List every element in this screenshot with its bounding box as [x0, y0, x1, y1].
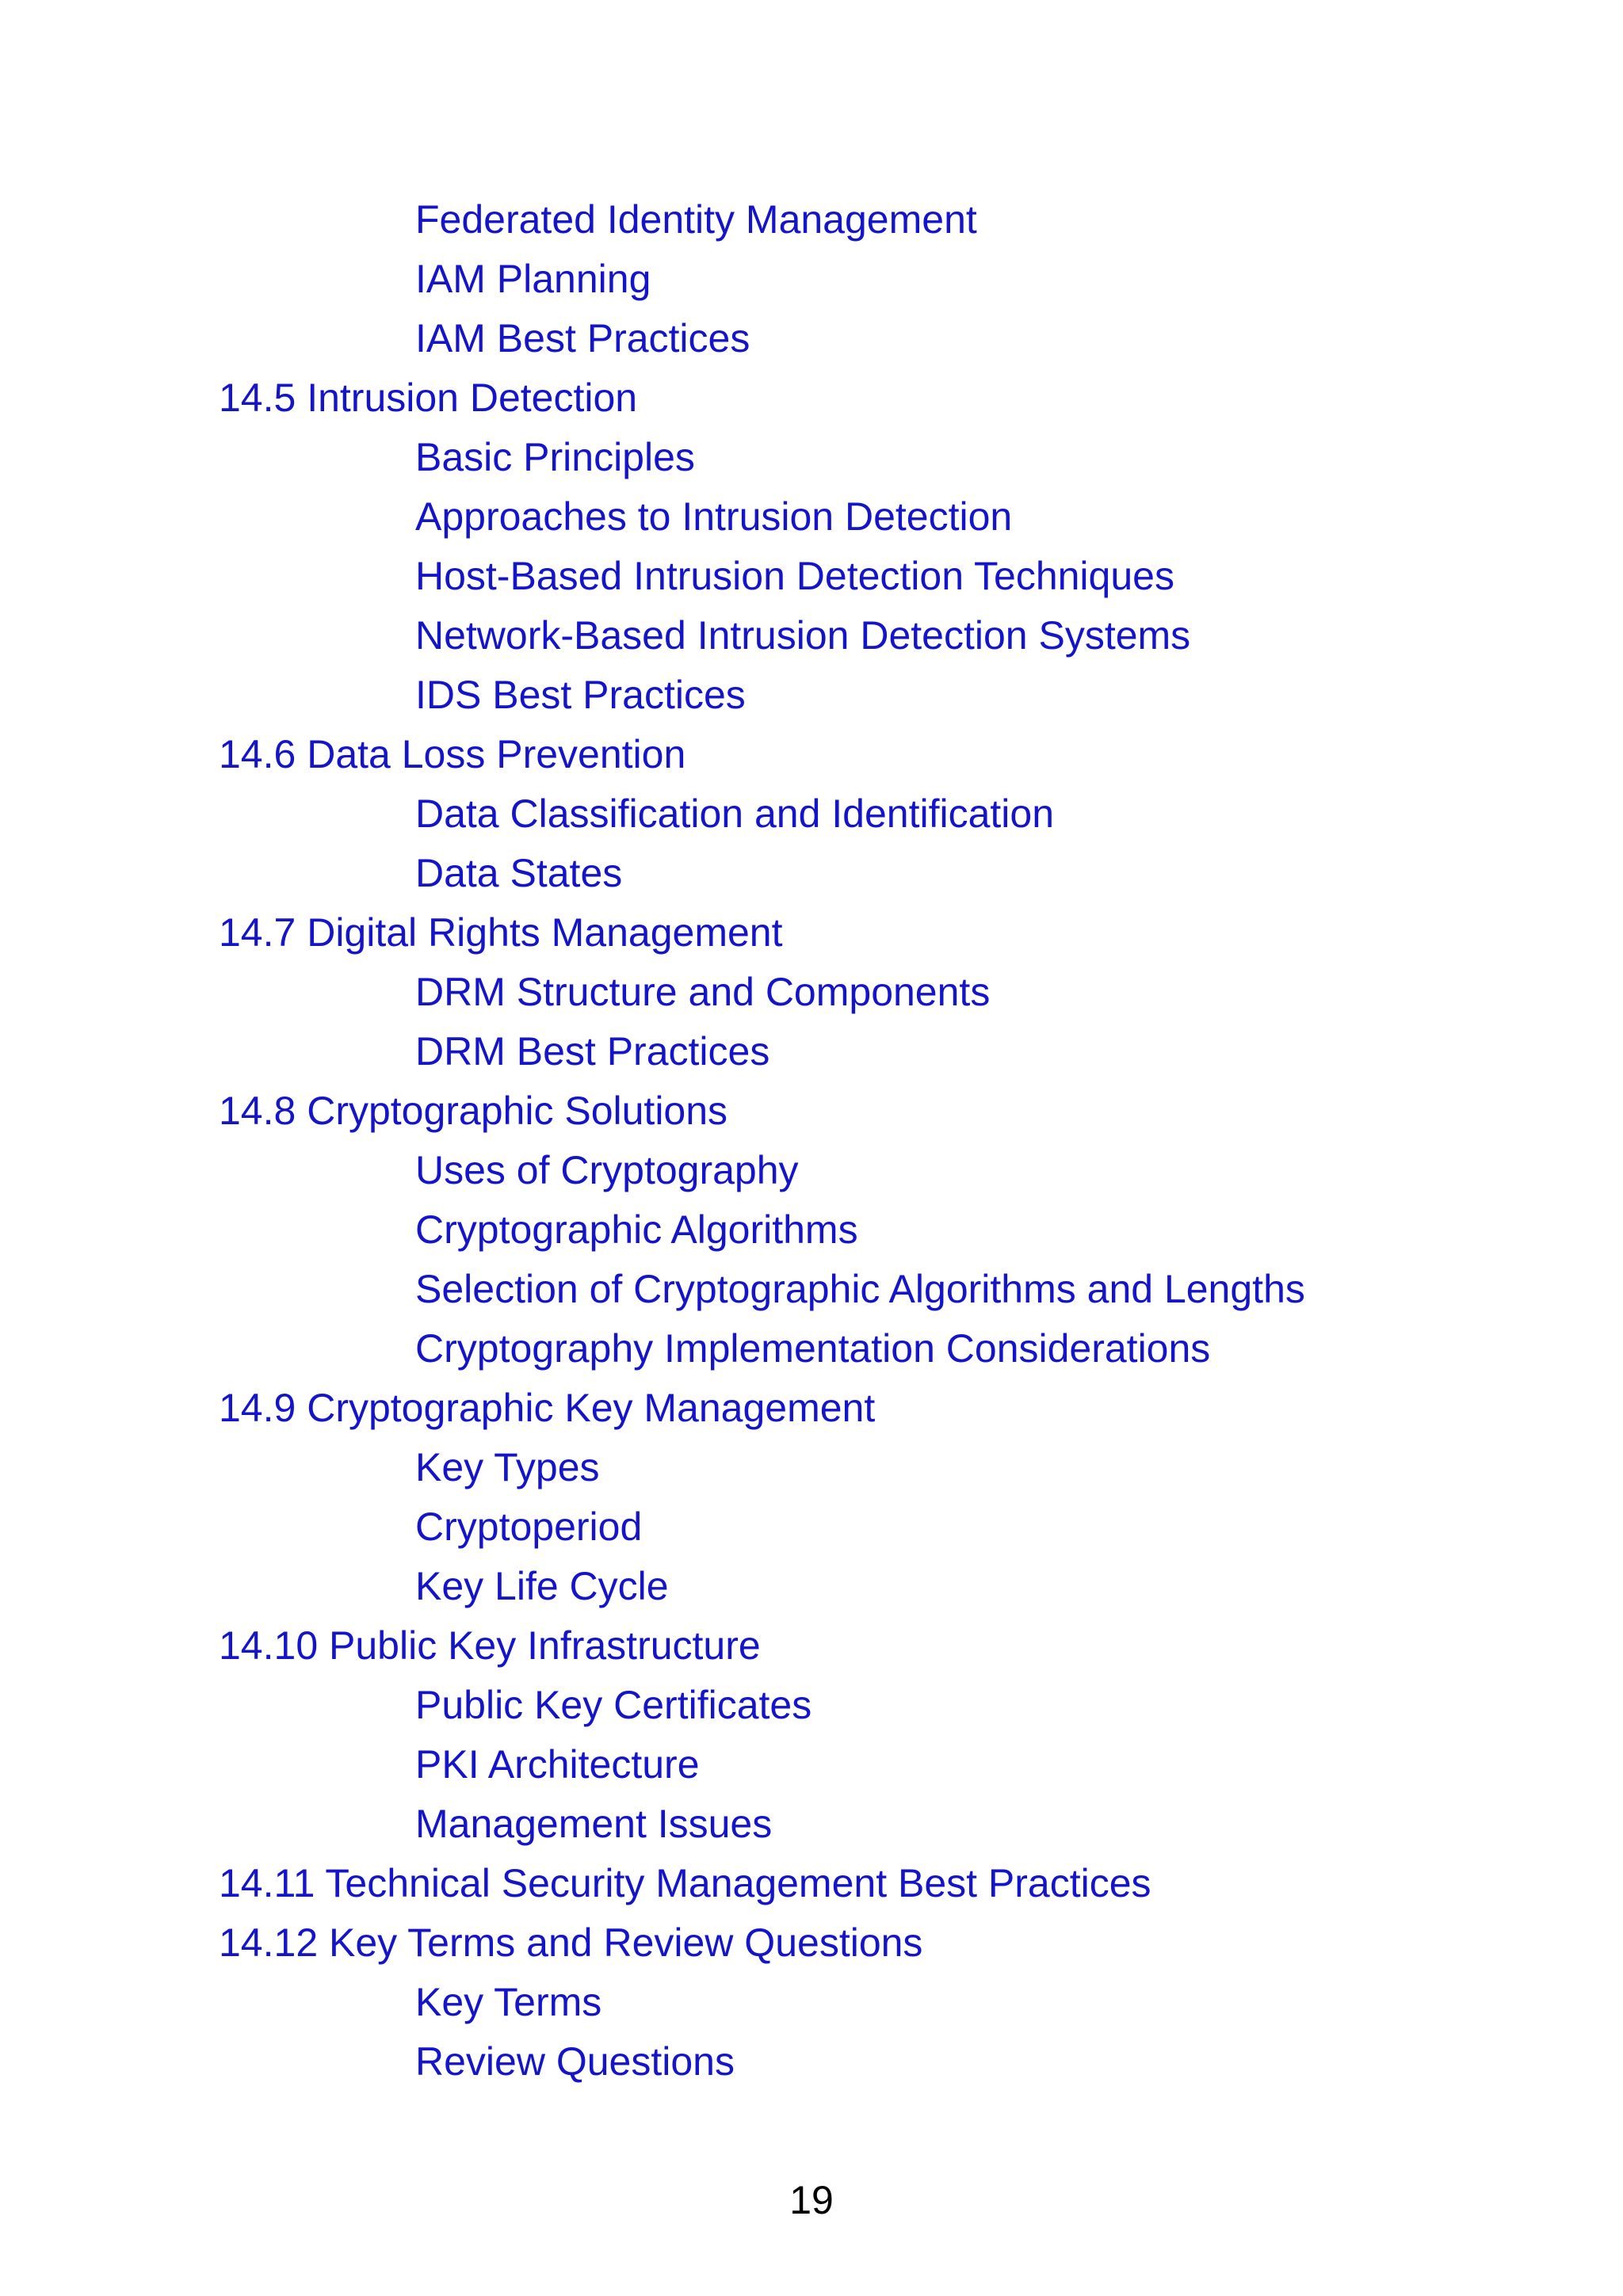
toc-section-link[interactable]: 14.8 Cryptographic Solutions	[219, 1089, 728, 1133]
toc-item	[0, 309, 1623, 368]
toc-item	[0, 250, 1623, 309]
toc-section-link[interactable]: 14.9 Cryptographic Key Management	[219, 1386, 876, 1430]
toc-item	[0, 1913, 1623, 1973]
toc-item	[0, 1497, 1623, 1557]
toc-item	[0, 844, 1623, 903]
toc-subsection-link[interactable]: Data Classification and Identification	[415, 791, 1055, 836]
toc-item	[0, 547, 1623, 606]
toc-subsection-link[interactable]: Cryptoperiod	[415, 1505, 643, 1549]
toc-item	[0, 1557, 1623, 1616]
toc-section-link[interactable]: 14.10 Public Key Infrastructure	[219, 1623, 761, 1668]
toc-subsection-link[interactable]: Host-Based Intrusion Detection Techniques	[415, 554, 1174, 598]
toc-item	[0, 725, 1623, 784]
toc-item	[0, 1438, 1623, 1497]
toc-item	[0, 368, 1623, 428]
toc-item	[0, 784, 1623, 844]
toc-subsection-link[interactable]: Data States	[415, 851, 623, 895]
toc-item	[0, 606, 1623, 666]
table-of-contents	[0, 190, 1623, 2092]
toc-item	[0, 1735, 1623, 1794]
toc-subsection-link[interactable]: Key Life Cycle	[415, 1564, 669, 1608]
toc-section-link[interactable]: 14.6 Data Loss Prevention	[219, 732, 686, 776]
toc-subsection-link[interactable]: IDS Best Practices	[415, 673, 746, 717]
toc-subsection-link[interactable]: Key Types	[415, 1445, 600, 1489]
toc-subsection-link[interactable]: Basic Principles	[415, 435, 695, 479]
toc-subsection-link[interactable]: DRM Structure and Components	[415, 970, 991, 1014]
toc-subsection-link[interactable]: Cryptography Implementation Considerations	[415, 1326, 1211, 1371]
toc-item	[0, 1260, 1623, 1319]
toc-section-link[interactable]: 14.5 Intrusion Detection	[219, 376, 638, 420]
toc-item	[0, 1022, 1623, 1081]
toc-item	[0, 1794, 1623, 1854]
page-number: 19	[789, 2178, 834, 2222]
toc-subsection-link[interactable]: Key Terms	[415, 1980, 602, 2024]
toc-item	[0, 1854, 1623, 1913]
toc-subsection-link[interactable]: Federated Identity Management	[415, 197, 977, 242]
toc-subsection-link[interactable]: DRM Best Practices	[415, 1029, 770, 1074]
toc-item	[0, 2032, 1623, 2092]
toc-item	[0, 666, 1623, 725]
toc-item	[0, 1616, 1623, 1676]
toc-item	[0, 1379, 1623, 1438]
toc-subsection-link[interactable]: IAM Best Practices	[415, 316, 750, 360]
toc-subsection-link[interactable]: IAM Planning	[415, 257, 651, 301]
toc-subsection-link[interactable]: Public Key Certificates	[415, 1683, 812, 1727]
toc-subsection-link[interactable]: Network-Based Intrusion Detection Systems	[415, 613, 1191, 658]
toc-item	[0, 190, 1623, 250]
toc-item	[0, 1081, 1623, 1141]
toc-item	[0, 487, 1623, 547]
toc-subsection-link[interactable]: Review Questions	[415, 2039, 735, 2084]
toc-item	[0, 428, 1623, 487]
toc-subsection-link[interactable]: Selection of Cryptographic Algorithms and Lengths	[415, 1267, 1305, 1311]
toc-section-link[interactable]: 14.11 Technical Security Management Best Practices	[219, 1861, 1151, 1905]
toc-item	[0, 963, 1623, 1022]
toc-section-link[interactable]: 14.12 Key Terms and Review Questions	[219, 1920, 923, 1965]
toc-subsection-link[interactable]: Cryptographic Algorithms	[415, 1207, 858, 1252]
toc-subsection-link[interactable]: Approaches to Intrusion Detection	[415, 494, 1013, 539]
toc-section-link[interactable]: 14.7 Digital Rights Management	[219, 910, 783, 955]
toc-item	[0, 1200, 1623, 1260]
toc-subsection-link[interactable]: Management Issues	[415, 1802, 773, 1846]
toc-item	[0, 1319, 1623, 1379]
toc-item	[0, 1141, 1623, 1200]
toc-item	[0, 903, 1623, 963]
toc-subsection-link[interactable]: PKI Architecture	[415, 1742, 700, 1787]
toc-item	[0, 1676, 1623, 1735]
toc-subsection-link[interactable]: Uses of Cryptography	[415, 1148, 799, 1192]
toc-item	[0, 1973, 1623, 2032]
